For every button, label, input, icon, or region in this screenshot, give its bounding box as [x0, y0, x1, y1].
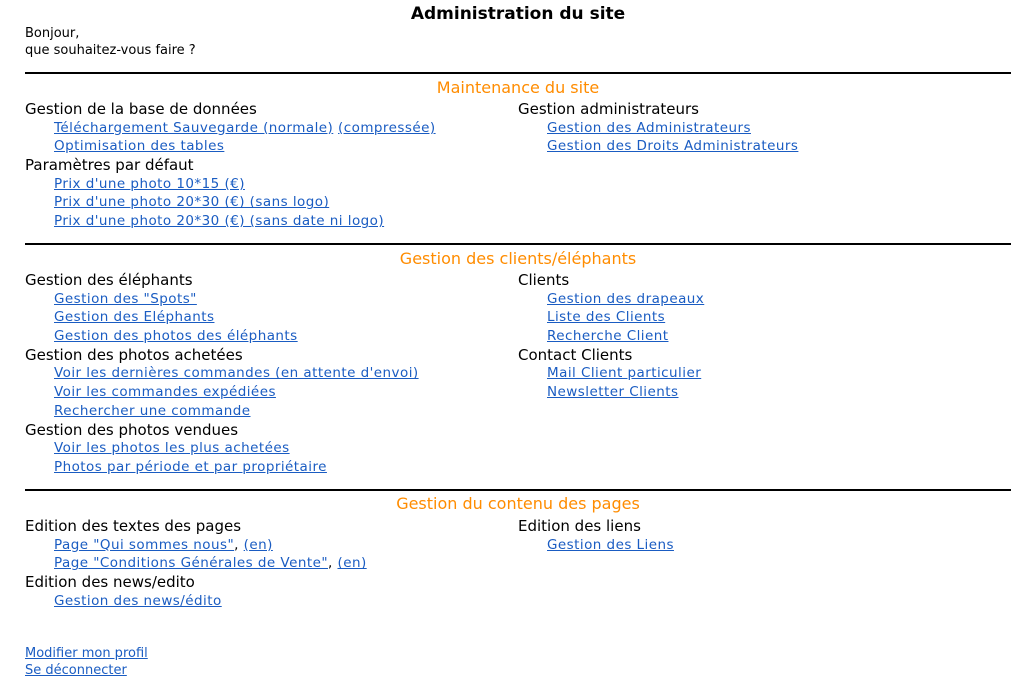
- group-title-parametres-par-defaut: Paramètres par défaut: [25, 156, 194, 175]
- link-gestion-des-liens-link[interactable]: Gestion des Liens: [547, 536, 674, 553]
- section-divider: [25, 72, 1011, 74]
- contenu-left-column: [25, 517, 495, 610]
- link-voir-les-dernieres-commandes-en-attente-d-envoi-link[interactable]: Voir les dernières commandes (en attente d'envoi): [54, 365, 419, 382]
- group-title-gestion-de-la-base-de-donnees: Gestion de la base de données: [25, 100, 257, 118]
- link-row: [547, 383, 988, 402]
- link-row: [547, 536, 988, 555]
- link-row: [54, 137, 495, 156]
- link-row: [54, 119, 495, 138]
- link-gestion-des-administrateurs-link[interactable]: Gestion des Administrateurs: [547, 119, 751, 136]
- link-en-link[interactable]: (en): [337, 555, 367, 572]
- link-compressee-link[interactable]: (compressée): [338, 119, 436, 136]
- link-telechargement-sauvegarde-normale-link[interactable]: Téléchargement Sauvegarde (normale): [54, 119, 334, 136]
- group-title-gestion-des-photos-achetees: Gestion des photos achetées: [25, 345, 243, 364]
- link-page-conditions-generales-de-vente-link[interactable]: Page "Conditions Générales de Vente": [54, 555, 328, 572]
- link-recherche-client-link[interactable]: Recherche Client: [547, 328, 669, 345]
- link-gestion-des-news-edito-link[interactable]: Gestion des news/édito: [54, 592, 222, 609]
- greeting-line-2: que souhaitez-vous faire ?: [25, 43, 196, 58]
- link-separator: ,: [234, 536, 244, 553]
- clients-right-column: [518, 271, 988, 402]
- link-gestion-des-drapeaux-link[interactable]: Gestion des drapeaux: [547, 290, 705, 307]
- link-row: [54, 402, 495, 421]
- group-title-edition-des-news-edito: Edition des news/edito: [25, 573, 195, 592]
- link-row: [54, 554, 495, 573]
- link-voir-les-commandes-expediees-link[interactable]: Voir les commandes expédiées: [54, 384, 276, 401]
- group-title-edition-des-liens: Edition des liens: [518, 517, 641, 535]
- link-row: [547, 364, 988, 383]
- link-row: [54, 536, 495, 555]
- link-row: [547, 119, 988, 138]
- section-title-contenu: Gestion du contenu des pages: [396, 494, 640, 513]
- link-row: [547, 308, 988, 327]
- group-title-clients: Clients: [518, 271, 570, 289]
- link-gestion-des-spots-link[interactable]: Gestion des "Spots": [54, 290, 197, 307]
- greeting-line-1: Bonjour,: [25, 26, 80, 41]
- link-separator: ,: [328, 555, 338, 572]
- link-row: [54, 439, 495, 458]
- group-title-contact-clients: Contact Clients: [518, 345, 633, 364]
- contenu-right-column: [518, 517, 988, 554]
- link-optimisation-des-tables-link[interactable]: Optimisation des tables: [54, 138, 225, 155]
- link-row: [54, 327, 495, 346]
- link-voir-les-photos-les-plus-achetees-link[interactable]: Voir les photos les plus achetées: [54, 440, 290, 457]
- link-row: [54, 592, 495, 611]
- group-title-gestion-administrateurs: Gestion administrateurs: [518, 100, 699, 118]
- link-row: [54, 290, 495, 309]
- link-newsletter-clients-link[interactable]: Newsletter Clients: [547, 384, 679, 401]
- link-row: [54, 193, 495, 212]
- edit-profile-link[interactable]: Modifier mon profil: [25, 646, 148, 661]
- link-mail-client-particulier-link[interactable]: Mail Client particulier: [547, 365, 702, 382]
- maintenance-left-column: [25, 100, 495, 231]
- link-row: [547, 290, 988, 309]
- link-photos-par-periode-et-par-proprietaire-link[interactable]: Photos par période et par propriétaire: [54, 458, 327, 475]
- link-prix-d-une-photo-20-30-sans-logo-link[interactable]: Prix d'une photo 20*30 (€) (sans logo): [54, 194, 330, 211]
- link-liste-des-clients-link[interactable]: Liste des Clients: [547, 309, 666, 326]
- link-row: [547, 137, 988, 156]
- logout-link[interactable]: Se déconnecter: [25, 663, 127, 678]
- section-divider: [25, 489, 1011, 491]
- link-row: [54, 458, 495, 477]
- link-row: [54, 175, 495, 194]
- link-prix-d-une-photo-20-30-sans-date-ni-logo-link[interactable]: Prix d'une photo 20*30 (€) (sans date ni logo): [54, 213, 385, 230]
- page-title: Administration du site: [410, 4, 626, 24]
- section-title-maintenance: Maintenance du site: [436, 78, 600, 97]
- maintenance-right-column: [518, 100, 988, 156]
- link-row: [547, 327, 988, 346]
- group-title-gestion-des-photos-vendues: Gestion des photos vendues: [25, 420, 239, 439]
- clients-left-column: [25, 271, 495, 477]
- link-gestion-des-photos-des-elephants-link[interactable]: Gestion des photos des éléphants: [54, 328, 298, 345]
- link-rechercher-une-commande-link[interactable]: Rechercher une commande: [54, 402, 251, 419]
- section-title-clients: Gestion des clients/éléphants: [399, 249, 637, 268]
- link-row: [54, 383, 495, 402]
- link-row: [54, 212, 495, 231]
- link-prix-d-une-photo-10-15-link[interactable]: Prix d'une photo 10*15 (€): [54, 175, 245, 192]
- section-divider: [25, 243, 1011, 245]
- link-page-qui-sommes-nous-link[interactable]: Page "Qui sommes nous": [54, 536, 235, 553]
- link-en-link[interactable]: (en): [243, 536, 273, 553]
- group-title-gestion-des-elephants: Gestion des éléphants: [25, 271, 193, 289]
- link-gestion-des-elephants-link[interactable]: Gestion des Eléphants: [54, 309, 215, 326]
- group-title-edition-des-textes-des-pages: Edition des textes des pages: [25, 517, 242, 535]
- link-gestion-des-droits-administrateurs-link[interactable]: Gestion des Droits Administrateurs: [547, 138, 799, 155]
- link-row: [54, 308, 495, 327]
- link-row: [54, 364, 495, 383]
